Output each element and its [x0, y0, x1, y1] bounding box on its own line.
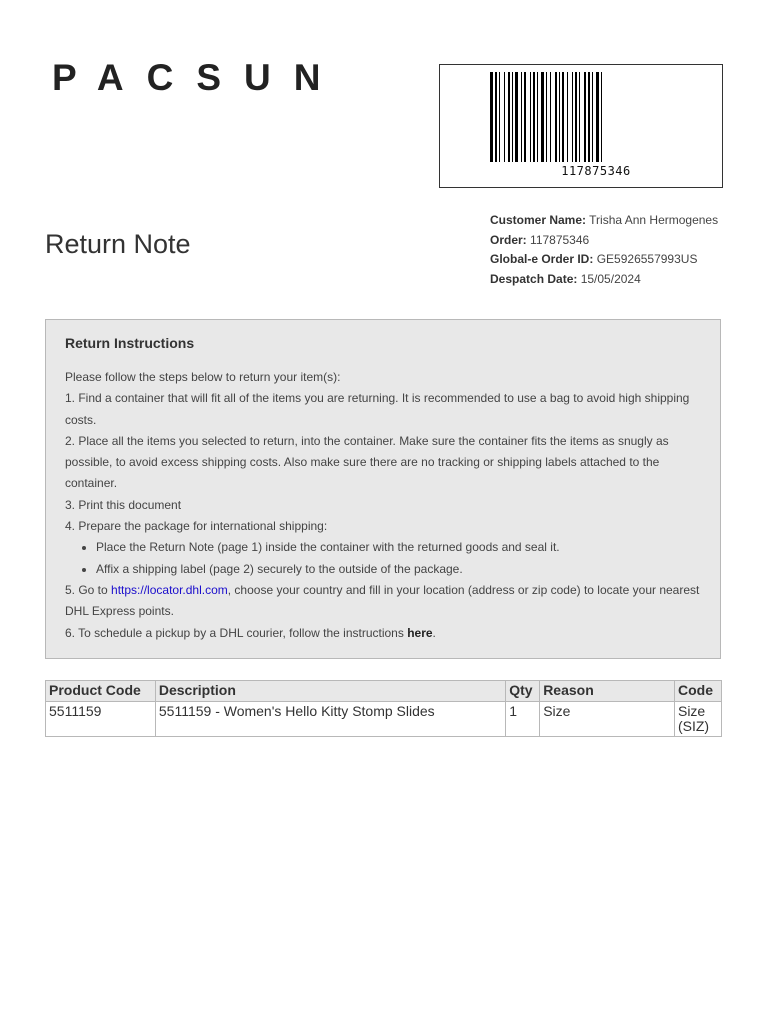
- page-title: Return Note: [45, 229, 191, 259]
- return-items-table: [45, 680, 722, 737]
- instruction-step-3: 3. Print this document: [65, 497, 182, 512]
- instruction-bullet-1: • Place the Return Note (page 1) inside the container with the returned goods and seal it.: [96, 537, 705, 558]
- barcode-number: 117875346: [561, 164, 631, 178]
- cell-qty: 1: [506, 702, 540, 737]
- header-product-code: Product Code: [46, 681, 156, 702]
- step-6-prefix: 6. To schedule a pickup by a DHL courier, follow the instructions: [65, 625, 408, 640]
- table-row: [46, 702, 722, 737]
- pacsun-logo: PACSUN: [52, 57, 344, 98]
- cell-description: 5511159 - Women's Hello Kitty Stomp Slides: [155, 702, 505, 737]
- step-5-suffix: , choose your country and fill in your location (address or zip code) to locate your nearest DHL Express points.: [65, 582, 700, 619]
- header-reason: Reason: [540, 681, 675, 702]
- cell-product-code: 5511159: [46, 702, 156, 737]
- global-e-row: [490, 250, 718, 270]
- header-code: Code: [674, 681, 721, 702]
- instructions-heading: Return Instructions: [65, 335, 195, 351]
- instruction-step-1: 1. Find a container that will fit all of the items you are returning. It is recommended to use a bag to avoid high shipping costs.: [65, 391, 690, 427]
- table-header-row: [46, 681, 722, 702]
- order-meta: [490, 211, 718, 289]
- order-value: 117875346: [530, 232, 590, 247]
- despatch-value: 15/05/2024: [580, 271, 641, 286]
- cell-code: Size (SIZ): [674, 702, 721, 737]
- step-6-suffix: .: [432, 625, 436, 640]
- global-e-label: Global-e Order ID:: [490, 252, 594, 267]
- customer-name-label: Customer Name:: [490, 213, 587, 227]
- instruction-bullet-2: • Affix a shipping label (page 2) securely to the outside of the package.: [96, 559, 705, 580]
- global-e-value: GE5926557993US: [596, 252, 698, 267]
- instruction-bullets: [65, 537, 705, 580]
- instructions-intro: Please follow the steps below to return your item(s):: [65, 370, 341, 384]
- barcode: [439, 64, 723, 188]
- step-5-prefix: 5. Go to: [65, 582, 112, 597]
- customer-name-value: Trisha Ann Hermogenes: [589, 213, 719, 227]
- order-row: [490, 231, 718, 251]
- instruction-step-4: 4. Prepare the package for international shipping:: [65, 519, 328, 534]
- pickup-here-link[interactable]: here: [407, 625, 433, 640]
- instruction-step-6: [65, 623, 705, 644]
- despatch-row: [490, 270, 718, 290]
- instructions-body: [65, 367, 705, 644]
- cell-reason: Size: [540, 702, 675, 737]
- instruction-step-5: [65, 580, 705, 623]
- header-description: Description: [155, 681, 505, 702]
- despatch-label: Despatch Date:: [490, 271, 578, 286]
- instruction-step-2: 2. Place all the items you selected to return, into the container. Make sure the container fits the items as snugly as possible, to avoid excess shipping costs. Also make sure there are no tracking or shipping labels attached to the container.: [65, 433, 669, 491]
- return-instructions-box: [45, 319, 721, 659]
- header-qty: Qty: [506, 681, 540, 702]
- barcode-bars-icon: [490, 72, 680, 162]
- dhl-locator-link[interactable]: https://locator.dhl.com: [111, 582, 228, 597]
- customer-name-row: [490, 211, 718, 231]
- order-label: Order:: [490, 232, 527, 247]
